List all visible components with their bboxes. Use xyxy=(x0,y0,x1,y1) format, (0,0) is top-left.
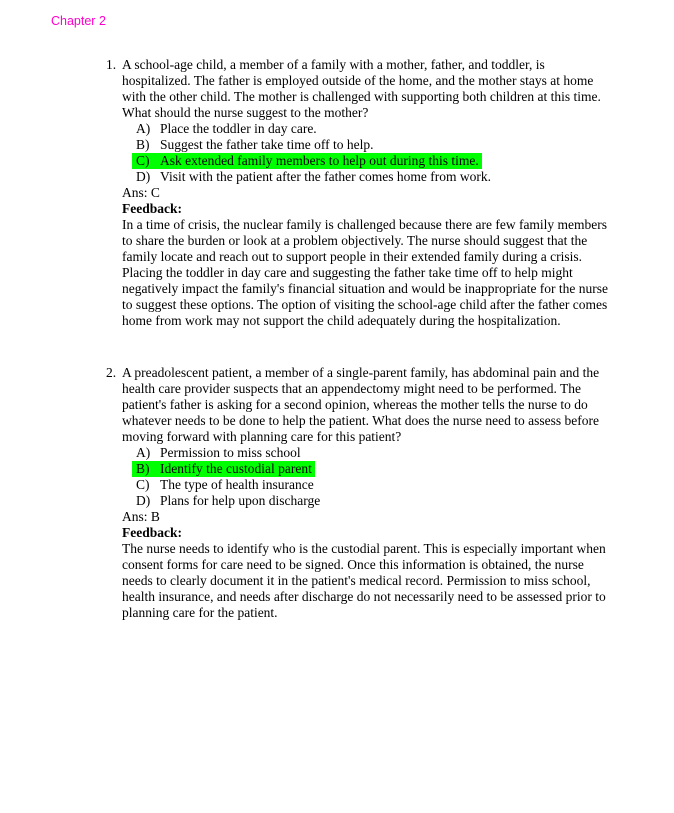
question-body xyxy=(122,57,616,329)
answer-option xyxy=(136,121,616,137)
option-text: Suggest the father take time off to help. xyxy=(160,137,374,152)
answer-option xyxy=(136,169,616,185)
option-text: Identify the custodial parent xyxy=(160,461,312,476)
feedback-label: Feedback: xyxy=(122,525,182,540)
option-letter: B) xyxy=(136,137,150,152)
chapter-title: Chapter 2 xyxy=(51,14,106,28)
answer-option-highlighted xyxy=(136,461,616,477)
option-letter: B) xyxy=(136,461,150,476)
feedback-label: Feedback: xyxy=(122,201,182,216)
answer-line: Ans: B xyxy=(122,509,160,524)
feedback-text: The nurse needs to identify who is the custodial parent. This is especially important when consent forms for care need to be signed. Once this information is obtained, the nurse needs to clearly document it in the patient's medical record. Permission to miss school, health insurance, and needs after discharge do not necessarily need to be assessed prior to planning care for the patient. xyxy=(122,541,606,620)
question-body xyxy=(122,365,616,621)
question-stem: A school-age child, a member of a family with a mother, father, and toddler, is hospitalized. The father is employed outside of the home, and the mother stays at home with the other child. The mother is challenged with supporting both children at this time. What should the nurse suggest to the mother? xyxy=(122,57,601,120)
option-text: Plans for help upon discharge xyxy=(160,493,321,508)
option-letter: D) xyxy=(136,493,151,508)
option-text: Visit with the patient after the father comes home from work. xyxy=(160,169,491,184)
question-stem: A preadolescent patient, a member of a single-parent family, has abdominal pain and the health care provider suspects that an appendectomy might need to be performed. The patient's father is asking for a second opinion, whereas the mother tells the nurse to do whatever needs to be done to help the patient. What does the nurse need to assess before moving forward with planning care for this patient? xyxy=(122,365,600,444)
answer-option xyxy=(136,137,616,153)
feedback-text: In a time of crisis, the nuclear family is challenged because there are few family members to share the burden or look at a problem objectively. The nurse should suggest that the family locate and reach out to support people in their extended family during a crisis. Placing the toddler in day care and suggesting the father take time off to help might negatively impact the family's financial situation and would be inappropriate for the nurse to suggest these options. The option of visiting the school-age child after the father comes home from work may not support the child adequately during the hospitalization. xyxy=(122,217,609,328)
option-letter: D) xyxy=(136,169,151,184)
option-letter: C) xyxy=(136,153,150,168)
option-letter: A) xyxy=(136,445,151,460)
option-text: Place the toddler in day care. xyxy=(160,121,317,136)
option-text: Ask extended family members to help out during this time. xyxy=(160,153,479,168)
answer-option xyxy=(136,493,616,509)
question-number: 2. xyxy=(106,365,117,380)
option-letter: C) xyxy=(136,477,150,492)
question-list xyxy=(0,57,674,621)
option-text: The type of health insurance xyxy=(160,477,314,492)
question-item xyxy=(0,57,674,329)
option-letter: A) xyxy=(136,121,151,136)
answer-option xyxy=(136,445,616,461)
answer-option xyxy=(136,477,616,493)
question-number: 1. xyxy=(106,57,117,72)
option-text: Permission to miss school xyxy=(160,445,301,460)
answer-line: Ans: C xyxy=(122,185,160,200)
answer-option-highlighted xyxy=(136,153,616,169)
question-item xyxy=(0,365,674,621)
